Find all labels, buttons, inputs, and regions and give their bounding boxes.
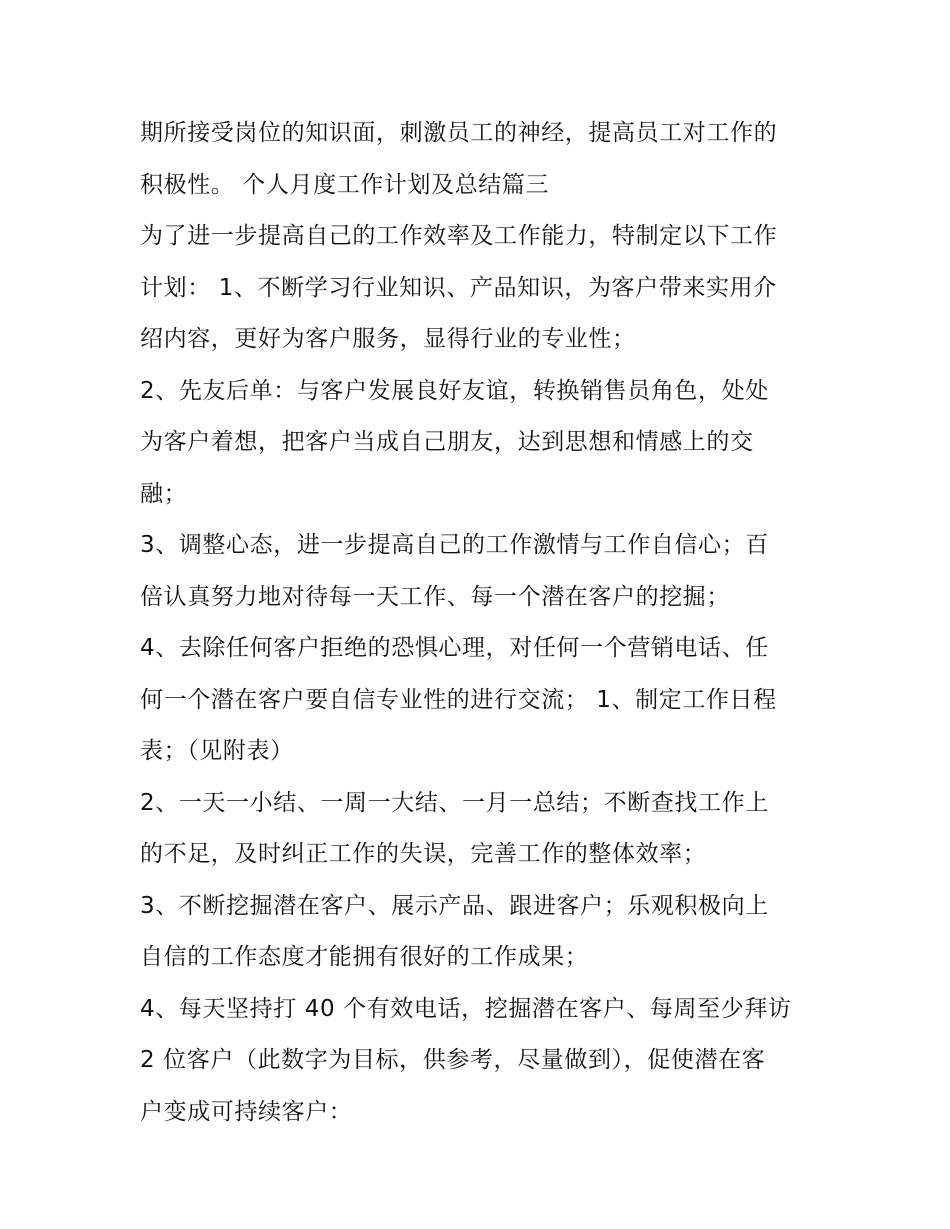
text-line: 自信的工作态度才能拥有很好的工作成果； [140,944,589,970]
text-line: 为客户着想，把客户当成自己朋友，达到思想和情感上的交 [140,429,754,455]
text-line: 2 位客户（此数字为目标，供参考，尽量做到），促使潜在客 [140,1047,766,1073]
text-line: 融； [140,480,188,507]
text-line: 4、每天坚持打 40 个有效电话，挖掘潜在客户、每周至少拜访 [140,995,792,1022]
text-line: 绍内容，更好为客户服务，显得行业的专业性； [140,326,636,352]
text-line: 为了进一步提高自己的工作效率及工作能力，特制定以下工作 [140,223,778,249]
text-line: 3、调整心态，进一步提高自己的工作激情与工作自信心；百 [140,532,769,558]
text-line: 4、去除任何客户拒绝的恐惧心理，对任何一个营销电话、任 [140,635,769,661]
text-line: 计划： 1、不断学习行业知识、产品知识，为客户带来实用介 [140,274,777,301]
text-line: 的不足，及时纠正工作的失误，完善工作的整体效率； [140,841,707,867]
text-line: 何一个潜在客户要自信专业性的进行交流； 1、制定工作日程 [140,686,777,713]
text-line: 表；（见附表） [140,738,294,764]
text-line: 积极性。 个人月度工作计划及总结篇三 [140,171,550,198]
text-line: 倍认真努力地对待每一天工作、每一个潜在客户的挖掘； [140,583,730,610]
text-line: 户变成可持续客户： [140,1098,353,1125]
text-line: 期所接受岗位的知识面，刺激员工的神经，提高员工对工作的 [140,120,778,146]
text-line: 3、不断挖掘潜在客户、展示产品、跟进客户；乐观积极向上 [140,892,769,919]
document-body [140,108,820,1138]
text-line: 2、先友后单：与客户发展良好友谊，转换销售员角色，处处 [140,377,769,404]
text-line: 2、一天一小结、一周一大结、一月一总结；不断查找工作上 [140,789,769,816]
